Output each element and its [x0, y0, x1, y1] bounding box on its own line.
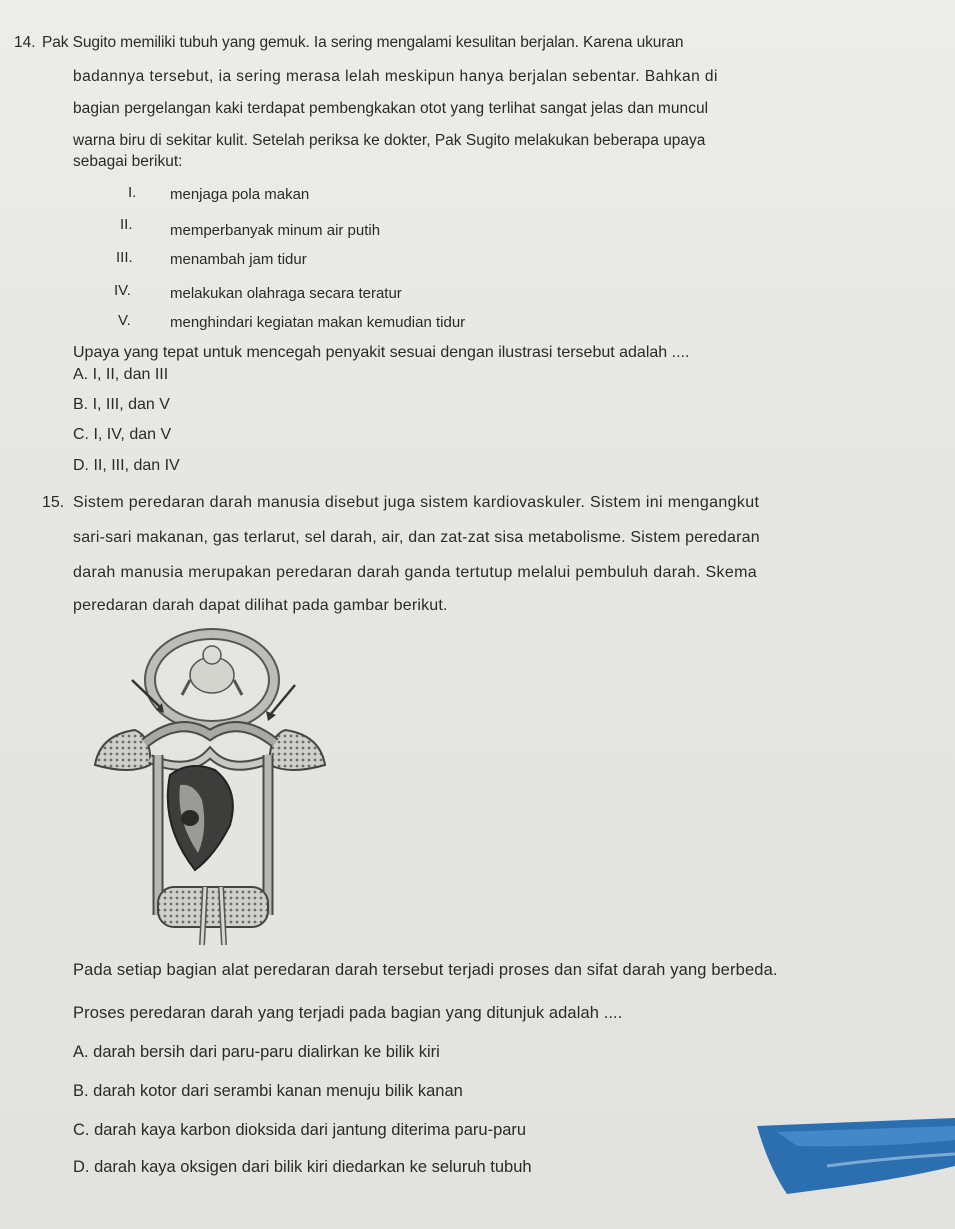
- right-lung: [270, 730, 325, 770]
- question-text-line: badannya tersebut, ia sering merasa lelah meskipun hanya berjalan sebentar. Bahkan di: [73, 68, 718, 85]
- question-text-line: sari-sari makanan, gas terlarut, sel darah, air, dan zat-zat sisa metabolisme. Sistem peredaran: [73, 529, 760, 546]
- question-text-line: warna biru di sekitar kulit. Setelah periksa ke dokter, Pak Sugito melakukan beberapa upaya: [73, 132, 706, 149]
- list-item: menghindari kegiatan makan kemudian tidur: [170, 314, 466, 331]
- question-text-line: darah manusia merupakan peredaran darah ganda tertutup melalui pembuluh darah. Skema: [73, 564, 758, 581]
- list-item: memperbanyak minum air putih: [170, 222, 381, 239]
- heart: [168, 766, 233, 870]
- item-numeral: IV.: [114, 282, 131, 299]
- answer-option-b[interactable]: B. darah kotor dari serambi kanan menuju bilik kanan: [73, 1082, 463, 1100]
- item-numeral: V.: [118, 312, 131, 329]
- answer-option-d[interactable]: D. II, III, dan IV: [73, 457, 180, 474]
- question-text-line: Pada setiap bagian alat peredaran darah tersebut terjadi proses dan sifat darah yang berbeda.: [73, 961, 778, 979]
- question-text-line: sebagai berikut:: [73, 153, 183, 170]
- question-prompt: Upaya yang tepat untuk mencegah penyakit sesuai dengan ilustrasi tersebut adalah ....: [73, 344, 690, 361]
- answer-option-d[interactable]: D. darah kaya oksigen dari bilik kiri diedarkan ke seluruh tubuh: [73, 1158, 532, 1176]
- lower-body-capillary-region: [158, 887, 268, 945]
- question-text-line: Sistem peredaran darah manusia disebut juga sistem kardiovaskuler. Sistem ini mengangkut: [73, 494, 760, 511]
- item-numeral: I.: [128, 184, 137, 201]
- answer-option-c[interactable]: C. darah kaya karbon dioksida dari jantung diterima paru-paru: [73, 1121, 527, 1139]
- item-numeral: II.: [120, 216, 133, 233]
- answer-option-b[interactable]: B. I, III, dan V: [73, 396, 170, 413]
- head-capillary-region: [150, 634, 274, 726]
- question-text-line: bagian pergelangan kaki terdapat pembengkakan otot yang terlihat sangat jelas dan muncul: [73, 100, 709, 117]
- question-prompt: Proses peredaran darah yang terjadi pada bagian yang ditunjuk adalah ....: [73, 1004, 623, 1022]
- question-text-line: peredaran darah dapat dilihat pada gambar berikut.: [73, 597, 448, 614]
- answer-option-c[interactable]: C. I, IV, dan V: [73, 426, 172, 443]
- blue-object: [757, 1118, 955, 1198]
- list-item: melakukan olahraga secara teratur: [170, 285, 402, 302]
- answer-option-a[interactable]: A. darah bersih dari paru-paru dialirkan ke bilik kiri: [73, 1043, 440, 1061]
- circulation-diagram: [90, 625, 330, 950]
- list-item: menjaga pola makan: [170, 186, 310, 203]
- answer-option-a[interactable]: A. I, II, dan III: [73, 366, 169, 383]
- question-number: 15.: [42, 494, 65, 511]
- left-lung: [95, 730, 150, 770]
- question-number: 14.: [14, 34, 36, 51]
- list-item: menambah jam tidur: [170, 251, 307, 268]
- item-numeral: III.: [116, 249, 133, 266]
- question-text-line: Pak Sugito memiliki tubuh yang gemuk. Ia sering mengalami kesulitan berjalan. Karena ukuran: [42, 34, 684, 51]
